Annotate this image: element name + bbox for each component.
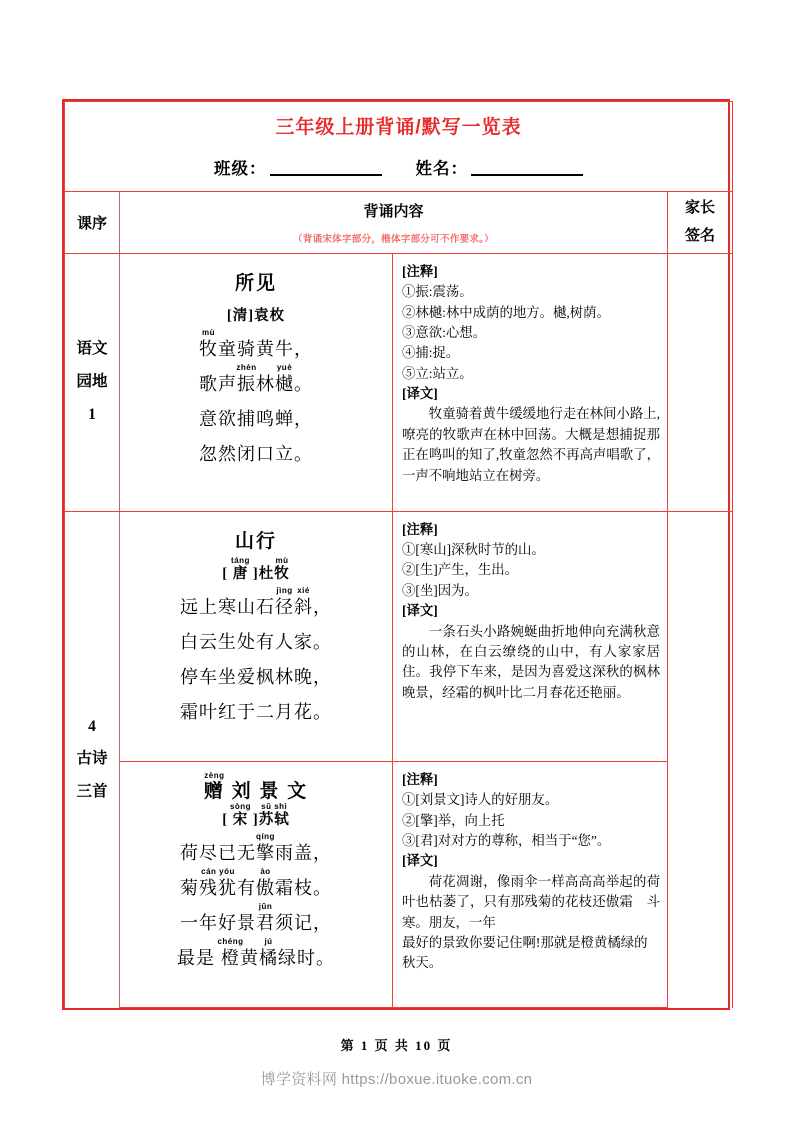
signature-cell[interactable] [668,253,733,511]
translation-head: [译文] [402,386,438,402]
poem-line: 停车坐爱枫林晚， [180,666,332,687]
backup-sheet-table [62,99,730,1010]
note-item: ⑤立:站立。 [402,365,473,381]
table-row [65,761,733,1007]
poem-line: 霜叶红于二月花。 [180,701,332,722]
course-line3: 1 [88,405,96,423]
page-number: 第 1 页 共 10 页 [340,1038,453,1053]
notes-head: [注释] [402,263,438,279]
poem-title: 所见 [234,272,277,294]
poem-title: zèng 赠 刘 景 文 [203,770,309,802]
note-item: ②林樾:林中成荫的地方。樾,树荫。 [402,304,610,320]
note-item: ③意欲:心想。 [402,324,487,340]
course-cell-row1 [65,253,120,511]
course-line3: 三首 [76,782,108,800]
translation-head: [译文] [402,603,438,619]
poem-line: 歌声 zhèn 振林 yuè 樾。 [199,362,313,394]
poem-author: [ táng 唐 ]杜 mù 牧 [222,555,290,582]
note-item: ②[擎]举，向上托 [402,812,505,828]
note-cell-suojian [393,253,668,511]
translation-text: 一条石头小路婉蜒曲折地伸向充满秋意的山林，在白云缭绕的山中，有人家家居住。我停下车来，是因为喜爱这深秋的枫林晚景，经霜的枫叶比二月春花还艳丽。 [402,623,660,700]
note-item: ④捕:捉。 [402,345,460,361]
header-signature-line1: 家长 [684,199,715,216]
poem-line: 一年好景 jūn 君须记， [180,901,332,933]
poem-line: 白云生处有人家。 [180,631,332,652]
translation-text-extra: 最好的景致你要记住啊!那就是橙黄橘绿的秋天。 [402,934,648,971]
student-fields [65,155,732,179]
poem-cell-suojian [120,253,393,511]
watermark: 博学资料网 https://boxue.ituoke.com.cn [260,1071,533,1088]
table-row [65,511,733,761]
note-cell-zengliujingwen [393,761,668,1007]
title-row [65,102,733,192]
note-item: ③[君]对对方的尊称，相当于“您”。 [402,833,611,849]
note-item: ①[刘景文]诗人的好朋友。 [402,792,559,808]
course-cell-row2 [65,511,120,1007]
header-course [65,191,120,253]
poem-author: [清]袁枚 [226,307,286,324]
poem-cell-zengliujingwen [120,761,393,1007]
signature-cell[interactable] [668,511,733,1007]
poem-line: mù 牧童骑黄牛， [199,327,313,359]
class-label: 班级： [214,159,267,178]
notes-head: [注释] [402,521,438,537]
notes-head: [注释] [402,771,438,787]
poem-line: 荷尽已无 qíng 擎雨盖， [180,831,332,863]
table-row [65,253,733,511]
poem-line: 最是 chéng 橙黄 jú 橘绿时。 [176,936,335,968]
header-content-label: 背诵内容 [363,203,424,220]
recitation-table [64,101,733,1008]
page-title: 三年级上册背诵/默写一览表 [275,117,522,138]
note-item: ③[坐]因为。 [402,582,478,598]
title-cell [65,102,733,192]
header-content-note: （背诵宋体字部分，楷体字部分可不作要求。） [292,234,495,245]
header-signature-line2: 签名 [684,228,715,245]
course-line1: 4 [88,717,96,735]
header-course-label: 课序 [76,215,107,232]
poem-title: 山行 [234,530,277,552]
note-item: ①[寒山]深秋时节的山。 [402,542,545,558]
page-footer [0,1035,793,1089]
poem-line: 忽然闭口立。 [199,443,313,464]
name-label: 姓名： [415,159,468,178]
note-item: ①振:震荡。 [402,284,473,300]
translation-text: 牧童骑着黄牛缓缓地行走在林间小路上,嘹亮的牧歌声在林中回荡。大概是想捕捉那正在鸣叫的知了,牧童忽然不再高声唱歌了，一声不响地站立在树旁。 [402,406,660,483]
note-cell-shanxing [393,511,668,761]
course-line1: 语文 [76,340,108,358]
note-item: ②[生]产生，生出。 [402,562,519,578]
poem-line: 菊 cán yóu 残犹有 ào 傲霜枝。 [180,866,332,898]
header-content [120,191,668,253]
class-input-blank[interactable] [270,158,382,176]
name-input-blank[interactable] [471,158,583,176]
course-line2: 古诗 [76,750,108,768]
poem-line: 意欲捕鸣蝉， [199,408,313,429]
poem-author: [ sòng 宋 ] sū shì 苏轼 [222,801,290,828]
translation-text: 荷花凋谢，像雨伞一样高高高举起的荷叶也枯萎了，只有那残菊的花枝还傲霜 斗寒。朋友，一年 [402,873,660,930]
translation-head: [译文] [402,853,438,869]
course-line2: 园地 [76,373,108,390]
column-header-row [65,191,733,253]
header-signature [668,191,733,253]
poem-cell-shanxing [120,511,393,761]
poem-line: 远上寒山石 jìng 径 xié 斜， [180,585,332,617]
